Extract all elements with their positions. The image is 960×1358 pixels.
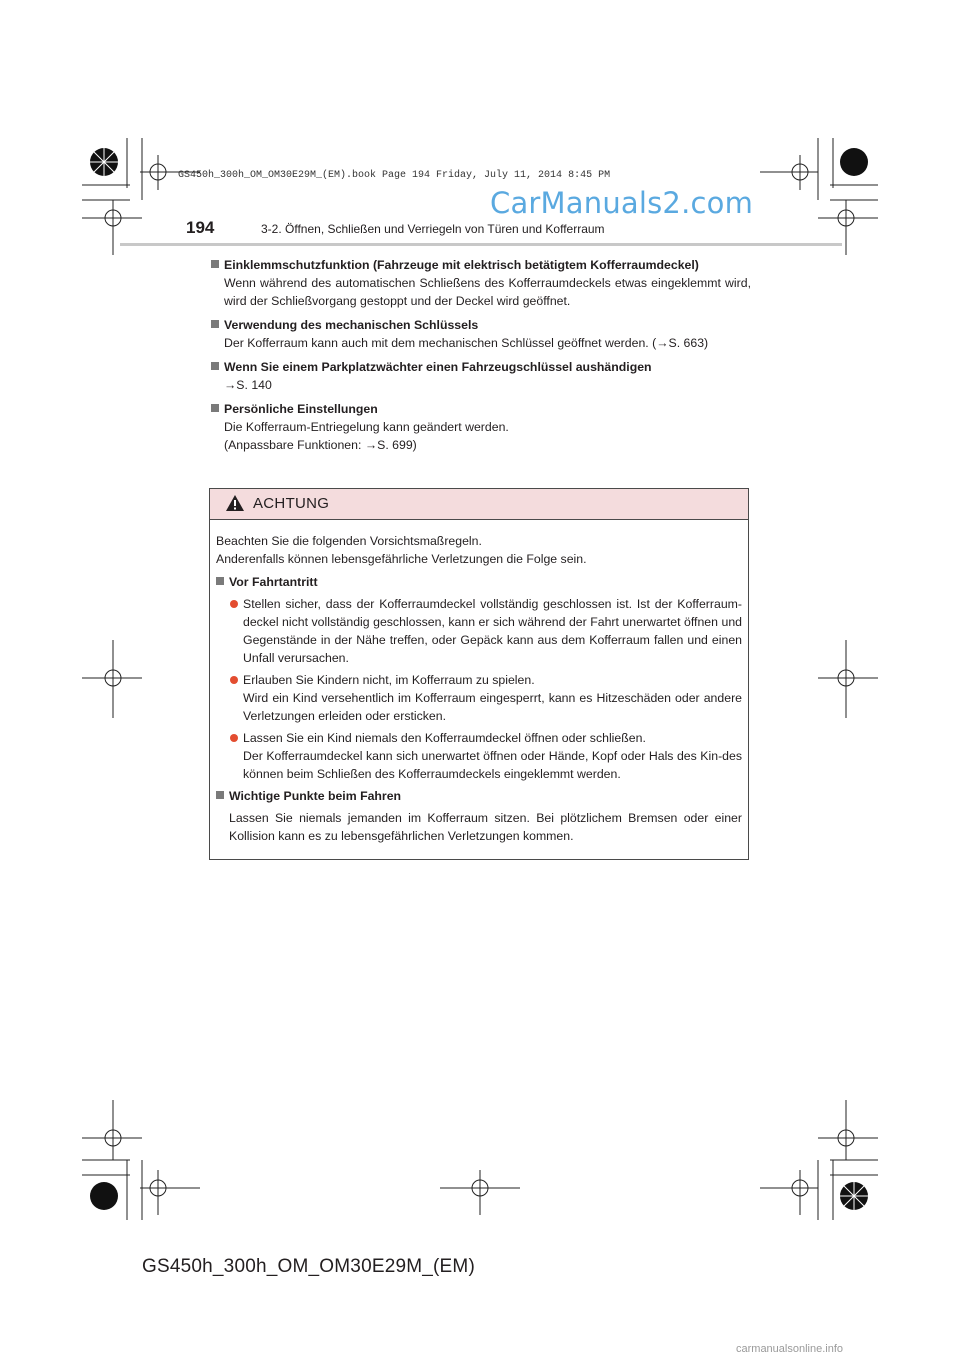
warning-title: ACHTUNG: [253, 495, 330, 512]
square-bullet-icon: [211, 362, 219, 370]
square-bullet-icon: [216, 577, 224, 585]
square-bullet-icon: [216, 791, 224, 799]
note-heading: Einklemmschutzfunktion (Fahrzeuge mit elektrisch betätigtem Kofferraumdeckel): [211, 256, 751, 274]
warning-body: [210, 520, 748, 845]
warning-bullet: Stellen sicher, dass der Kofferraumdeckel vollständig geschlossen ist. Ist der Kofferraum-deckel nicht vollständig geschlossen, kann er sich während der Fahrt unerwartet öffnen und Gegenstände in der Nähe treffen, oder Gepäck kann aus dem Kofferraum fallen und einen Unfall verursachen.: [216, 595, 742, 667]
warning-triangle-icon: [225, 494, 245, 512]
round-bullet-icon: [230, 676, 238, 684]
page-number: 194: [186, 218, 215, 237]
note-text: Der Kofferraum kann auch mit dem mechanischen Schlüssel geöffnet werden. (→S. 663): [224, 336, 709, 350]
note-text: Die Kofferraum-Entriegelung kann geändert werden.: [224, 420, 509, 434]
square-bullet-icon: [211, 320, 219, 328]
warning-subheading: Vor Fahrtantritt: [216, 573, 742, 591]
warning-intro: Beachten Sie die folgenden Vorsichtsmaßregeln. Anderenfalls können lebensgefährliche Verletzungen die Folge sein.: [216, 534, 587, 566]
watermark-footer[interactable]: carmanualsonline.info: [736, 1343, 844, 1355]
section-title: 3-2. Öffnen, Schließen und Verriegeln von Türen und Kofferraum: [261, 222, 605, 236]
watermark-logo[interactable]: CarManuals2.com: [490, 186, 754, 220]
print-header: GS450h_300h_OM_OM30E29M_(EM).book Page 194 Friday, July 11, 2014 8:45 PM: [178, 170, 611, 181]
note-heading: Persönliche Einstellungen: [211, 400, 751, 418]
page-reference: →S. 140: [224, 378, 272, 392]
note-block: [211, 358, 751, 394]
warning-subheading: Wichtige Punkte beim Fahren: [216, 787, 742, 805]
note-block: [211, 256, 751, 310]
square-bullet-icon: [211, 404, 219, 412]
note-text: Wenn während des automatischen Schließens des Kofferraumdeckels etwas eingeklemmt wird, wird der Schließvorgang gestoppt und der Deckel wird geöffnet.: [224, 276, 751, 308]
note-block: [211, 400, 751, 454]
round-bullet-icon: [230, 600, 238, 608]
note-heading: Wenn Sie einem Parkplatzwächter einen Fahrzeugschlüssel aushändigen: [211, 358, 751, 376]
note-heading: Verwendung des mechanischen Schlüssels: [211, 316, 751, 334]
warning-box: [209, 488, 749, 860]
header-rule: [120, 243, 842, 246]
warning-bullet: Erlauben Sie Kindern nicht, im Kofferraum zu spielen. Wird ein Kind versehentlich im Kofferraum eingesperrt, kann es Hitzeschäden oder andere Verletzungen erleiden oder ersticken.: [216, 671, 742, 725]
warning-bullet: Lassen Sie ein Kind niemals den Kofferraumdeckel öffnen oder schließen. Der Kofferraumdeckel kann sich unerwartet öffnen oder Hände, Kopf oder Hals des Kin-des können beim Schließen des Kofferraumdeckels eingeklemmt werden.: [216, 729, 742, 783]
round-bullet-icon: [230, 734, 238, 742]
warning-header: [210, 489, 748, 520]
notes-content: [211, 256, 751, 460]
note-block: [211, 316, 751, 352]
footer-code: GS450h_300h_OM_OM30E29M_(EM): [142, 1256, 475, 1277]
square-bullet-icon: [211, 260, 219, 268]
warning-paragraph: Lassen Sie niemals jemanden im Kofferraum sitzen. Bei plötzlichem Bremsen oder einer Kollision kann es zu lebensgefährlichen Verletzungen kommen.: [229, 811, 742, 843]
note-text: (Anpassbare Funktionen: →S. 699): [224, 438, 417, 452]
